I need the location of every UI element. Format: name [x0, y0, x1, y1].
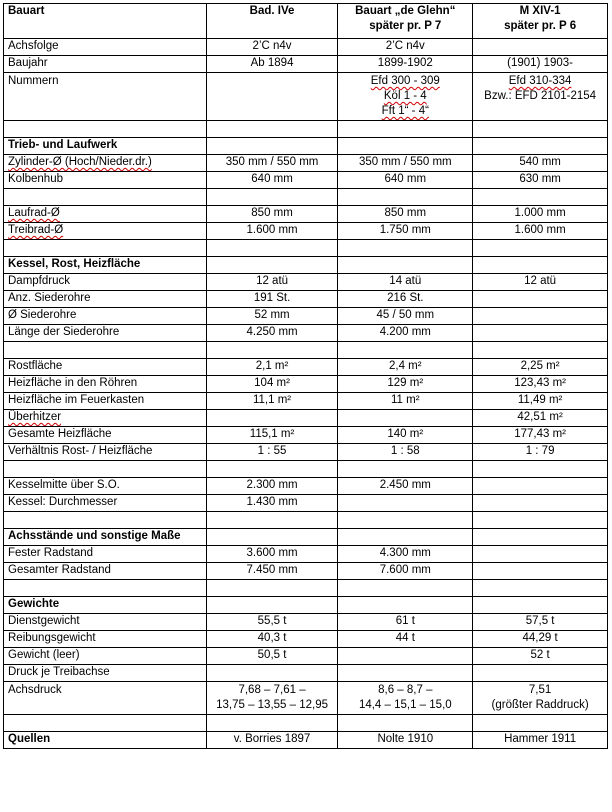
value-cell: [338, 206, 473, 223]
value-cell: [206, 155, 338, 172]
row-label: Fester Radstand: [4, 546, 207, 563]
table-row: [4, 665, 608, 682]
value-line: 55,5 t: [257, 615, 287, 627]
row-label: Nummern: [4, 73, 207, 121]
value-cell: [206, 56, 338, 73]
value-line: 177,43 m²: [514, 428, 566, 440]
row-label: Gewicht (leer): [4, 648, 207, 665]
value-cell: [206, 732, 338, 749]
value-cell: [338, 648, 473, 665]
empty-cell: [338, 461, 473, 478]
empty-cell: [338, 512, 473, 529]
value-cell: [473, 56, 608, 73]
empty-cell: [4, 342, 207, 359]
value-line: 640 mm: [251, 173, 293, 185]
value-line: 104 m²: [254, 377, 290, 389]
value-line: 1 : 55: [257, 445, 287, 457]
empty-cell: [4, 461, 207, 478]
empty-cell: [4, 715, 207, 732]
header-row: [4, 4, 608, 39]
value-cell: [206, 308, 338, 325]
empty-cell: [338, 715, 473, 732]
row-label: Zylinder-Ø (Hoch/Nieder.dr.): [4, 155, 207, 172]
row-label: Rostfläche: [4, 359, 207, 376]
table-row: [4, 376, 608, 393]
row-label: Dampfdruck: [4, 274, 207, 291]
row-label: Verhältnis Rost- / Heizfläche: [4, 444, 207, 461]
row-label: Baujahr: [4, 56, 207, 73]
header-column-cell: [338, 4, 473, 39]
table-row: [4, 478, 608, 495]
value-line: 4.250 mm: [246, 326, 298, 338]
value-cell: [206, 325, 338, 342]
header-column-title: Bad. IVe: [249, 5, 295, 17]
value-cell: [338, 614, 473, 631]
value-line: 630 mm: [519, 173, 561, 185]
row-label: Gesamte Heizfläche: [4, 427, 207, 444]
value-line: 1899-1902: [377, 57, 433, 69]
value-line: 14,4 – 15,1 – 15,0: [358, 699, 452, 711]
value-line: 123,43 m²: [514, 377, 566, 389]
value-line: 4.300 mm: [379, 547, 431, 559]
empty-cell: [206, 257, 338, 274]
value-line: 40,3 t: [257, 632, 287, 644]
empty-cell: [473, 529, 608, 546]
value-line: 2,4 m²: [389, 360, 422, 372]
header-column-subtitle: später pr. P 7: [369, 20, 442, 32]
value-cell: [206, 614, 338, 631]
value-line: (1901) 1903-: [507, 57, 574, 69]
value-cell: [473, 563, 608, 580]
value-cell: [473, 308, 608, 325]
value-line: 52 mm: [254, 309, 290, 321]
empty-cell: [206, 240, 338, 257]
value-cell: [473, 546, 608, 563]
table-row: [4, 546, 608, 563]
value-line: v. Borries 1897: [233, 733, 311, 745]
value-line: 850 mm: [384, 207, 427, 219]
value-line: 8,6 – 8,7 –: [378, 684, 433, 696]
value-cell: [473, 682, 608, 715]
value-line: Efd 300 - 309: [370, 75, 440, 87]
value-cell: [338, 291, 473, 308]
empty-cell: [206, 512, 338, 529]
empty-cell: [206, 342, 338, 359]
value-line: 1.750 mm: [379, 224, 431, 236]
value-line: 2.450 mm: [379, 479, 431, 491]
value-line: 2’C n4v: [252, 40, 292, 52]
value-line: 44 t: [395, 632, 415, 644]
empty-cell: [206, 529, 338, 546]
value-cell: [338, 665, 473, 682]
value-cell: [338, 732, 473, 749]
value-line: Köl 1 - 4: [383, 90, 427, 102]
spacer-row: [4, 580, 608, 597]
value-cell: [338, 155, 473, 172]
value-cell: [206, 73, 338, 121]
value-cell: [338, 444, 473, 461]
spacer-row: [4, 715, 608, 732]
value-cell: [473, 444, 608, 461]
value-cell: [206, 359, 338, 376]
value-line: Fft 1“ - 4“: [381, 105, 429, 117]
value-cell: [206, 546, 338, 563]
value-cell: [338, 393, 473, 410]
value-cell: [473, 410, 608, 427]
empty-cell: [4, 240, 207, 257]
value-cell: [206, 172, 338, 189]
value-cell: [338, 73, 473, 121]
value-line: 1.600 mm: [246, 224, 298, 236]
value-cell: [338, 308, 473, 325]
locomotive-data-table: [3, 3, 608, 749]
empty-cell: [473, 461, 608, 478]
value-cell: [206, 393, 338, 410]
value-line: 2’C n4v: [385, 40, 425, 52]
value-cell: [206, 39, 338, 56]
value-cell: [473, 631, 608, 648]
header-column-title: Bauart „de Glehn“: [355, 5, 456, 17]
empty-cell: [206, 121, 338, 138]
table-row: [4, 682, 608, 715]
row-label: Druck je Treibachse: [4, 665, 207, 682]
value-cell: [338, 359, 473, 376]
empty-cell: [4, 189, 207, 206]
table-row: [4, 274, 608, 291]
value-cell: [473, 376, 608, 393]
table-row: [4, 648, 608, 665]
table-row: [4, 172, 608, 189]
value-cell: [338, 410, 473, 427]
row-label: Überhitzer: [4, 410, 207, 427]
value-cell: [473, 291, 608, 308]
value-cell: [338, 478, 473, 495]
value-cell: [338, 223, 473, 240]
spacer-row: [4, 512, 608, 529]
empty-cell: [206, 461, 338, 478]
header-column-subtitle: später pr. P 6: [504, 20, 577, 32]
value-cell: [338, 274, 473, 291]
value-cell: [206, 444, 338, 461]
empty-cell: [206, 580, 338, 597]
row-label: Treibrad-Ø: [4, 223, 207, 240]
value-cell: [473, 274, 608, 291]
value-cell: [473, 648, 608, 665]
value-line: 42,51 m²: [517, 411, 563, 423]
section-header-row: [4, 597, 608, 614]
empty-cell: [473, 512, 608, 529]
value-line: 350 mm / 550 mm: [225, 156, 319, 168]
value-line: 1.430 mm: [246, 496, 298, 508]
empty-cell: [338, 189, 473, 206]
value-line: Efd 310-334: [508, 75, 572, 87]
value-cell: [206, 291, 338, 308]
value-line: 7,68 – 7,61 –: [238, 684, 306, 696]
empty-cell: [473, 580, 608, 597]
value-cell: [473, 325, 608, 342]
value-line: 11,1 m²: [252, 394, 292, 406]
value-cell: [473, 665, 608, 682]
table-row: [4, 291, 608, 308]
table-row: [4, 73, 608, 121]
table-row: [4, 359, 608, 376]
row-label: Heizfläche in den Röhren: [4, 376, 207, 393]
value-line: 14 atü: [389, 275, 422, 287]
value-line: 12 atü: [256, 275, 289, 287]
value-line: 540 mm: [519, 156, 561, 168]
value-line: 44,29 t: [522, 632, 558, 644]
value-line: 13,75 – 13,55 – 12,95: [216, 699, 328, 711]
header-column-cell: [206, 4, 338, 39]
value-line: 3.600 mm: [246, 547, 298, 559]
value-line: 1.600 mm: [514, 224, 566, 236]
empty-cell: [473, 189, 608, 206]
empty-cell: [338, 580, 473, 597]
value-cell: [473, 73, 608, 121]
header-label-cell: Bauart: [4, 4, 207, 39]
value-cell: [206, 223, 338, 240]
empty-cell: [4, 580, 207, 597]
value-cell: [473, 614, 608, 631]
value-line: 7.600 mm: [379, 564, 431, 576]
empty-cell: [206, 189, 338, 206]
value-cell: [473, 478, 608, 495]
empty-cell: [338, 529, 473, 546]
empty-cell: [206, 715, 338, 732]
empty-cell: [473, 257, 608, 274]
value-cell: [338, 172, 473, 189]
value-cell: [206, 563, 338, 580]
row-label: Kolbenhub: [4, 172, 207, 189]
table-row: [4, 393, 608, 410]
spacer-row: [4, 189, 608, 206]
row-label: Ø Siederohre: [4, 308, 207, 325]
empty-cell: [206, 597, 338, 614]
header-column-title: M XIV-1: [519, 5, 561, 17]
section-title: Kessel, Rost, Heizfläche: [4, 257, 207, 274]
value-cell: [473, 206, 608, 223]
value-line: 57,5 t: [525, 615, 555, 627]
row-label: Länge der Siederohre: [4, 325, 207, 342]
sources-row: [4, 732, 608, 749]
spacer-row: [4, 121, 608, 138]
value-line: 2,1 m²: [255, 360, 289, 372]
value-cell: [473, 393, 608, 410]
value-line: 640 mm: [384, 173, 427, 185]
section-title: Achsstände und sonstige Maße: [4, 529, 207, 546]
value-line: Hammer 1911: [504, 733, 577, 745]
value-cell: [338, 427, 473, 444]
value-cell: [206, 648, 338, 665]
table-row: [4, 56, 608, 73]
value-cell: [206, 682, 338, 715]
value-cell: [206, 376, 338, 393]
table-row: [4, 427, 608, 444]
empty-cell: [338, 257, 473, 274]
value-cell: [206, 410, 338, 427]
value-cell: [338, 682, 473, 715]
value-cell: [473, 427, 608, 444]
value-cell: [338, 39, 473, 56]
value-cell: [473, 39, 608, 56]
row-label: Laufrad-Ø: [4, 206, 207, 223]
value-line: 850 mm: [251, 207, 293, 219]
section-header-row: [4, 529, 608, 546]
value-cell: [206, 665, 338, 682]
value-cell: [338, 56, 473, 73]
empty-cell: [473, 342, 608, 359]
value-line: 140 m²: [387, 428, 424, 440]
table-row: [4, 631, 608, 648]
row-label: Dienstgewicht: [4, 614, 207, 631]
value-line: 129 m²: [387, 377, 424, 389]
value-cell: [338, 563, 473, 580]
value-cell: [206, 631, 338, 648]
empty-cell: [473, 240, 608, 257]
empty-cell: [338, 342, 473, 359]
value-line: 1.000 mm: [514, 207, 566, 219]
empty-cell: [338, 597, 473, 614]
value-cell: [338, 546, 473, 563]
value-line: 12 atü: [524, 275, 557, 287]
spacer-row: [4, 240, 608, 257]
table-row: [4, 410, 608, 427]
empty-cell: [4, 512, 207, 529]
empty-cell: [473, 715, 608, 732]
table-row: [4, 155, 608, 172]
empty-cell: [473, 138, 608, 155]
value-line: 191 St.: [253, 292, 291, 304]
value-line: Ab 1894: [250, 57, 294, 69]
empty-cell: [4, 121, 207, 138]
section-title: Trieb- und Laufwerk: [4, 138, 207, 155]
table-row: [4, 39, 608, 56]
value-cell: [473, 732, 608, 749]
row-label: Gesamter Radstand: [4, 563, 207, 580]
table-row: [4, 206, 608, 223]
value-cell: [206, 495, 338, 512]
row-label: Anz. Siederohre: [4, 291, 207, 308]
table-row: [4, 444, 608, 461]
value-line: 4.200 mm: [379, 326, 431, 338]
table-row: [4, 495, 608, 512]
row-label: Heizfläche im Feuerkasten: [4, 393, 207, 410]
value-cell: [338, 325, 473, 342]
value-line: 2.300 mm: [246, 479, 298, 491]
section-header-row: [4, 138, 608, 155]
value-cell: [473, 172, 608, 189]
empty-cell: [206, 138, 338, 155]
empty-cell: [338, 240, 473, 257]
value-line: 52 t: [530, 649, 550, 661]
value-line: 7.450 mm: [246, 564, 298, 576]
row-label: Kesselmitte über S.O.: [4, 478, 207, 495]
row-label: Reibungsgewicht: [4, 631, 207, 648]
table-row: [4, 325, 608, 342]
row-label: Kessel: Durchmesser: [4, 495, 207, 512]
section-title: Gewichte: [4, 597, 207, 614]
value-line: Bzw.: EFD 2101-2154: [484, 90, 597, 102]
row-label: Quellen: [4, 732, 207, 749]
value-line: 350 mm / 550 mm: [358, 156, 452, 168]
value-cell: [338, 376, 473, 393]
value-line: 216 St.: [387, 292, 424, 304]
value-cell: [473, 359, 608, 376]
value-line: (größter Raddruck): [491, 699, 589, 711]
empty-cell: [473, 597, 608, 614]
value-cell: [338, 631, 473, 648]
value-line: 115,1 m²: [249, 428, 295, 440]
value-line: 61 t: [395, 615, 415, 627]
table-row: [4, 308, 608, 325]
value-line: 45 / 50 mm: [376, 309, 435, 321]
value-cell: [206, 427, 338, 444]
value-line: 2,25 m²: [520, 360, 560, 372]
empty-cell: [473, 121, 608, 138]
value-cell: [473, 495, 608, 512]
table-row: [4, 223, 608, 240]
header-column-cell: [473, 4, 608, 39]
value-line: 1 : 58: [390, 445, 420, 457]
value-cell: [206, 206, 338, 223]
section-header-row: [4, 257, 608, 274]
empty-cell: [338, 121, 473, 138]
value-cell: [206, 478, 338, 495]
value-cell: [338, 495, 473, 512]
spacer-row: [4, 461, 608, 478]
spacer-row: [4, 342, 608, 359]
value-line: Nolte 1910: [377, 733, 434, 745]
value-cell: [206, 274, 338, 291]
row-label: Achsdruck: [4, 682, 207, 715]
row-label: Achsfolge: [4, 39, 207, 56]
value-line: 11,49 m²: [517, 394, 563, 406]
value-line: 7,51: [528, 684, 552, 696]
table-row: [4, 614, 608, 631]
value-cell: [473, 223, 608, 240]
value-line: 1 : 79: [525, 445, 555, 457]
empty-cell: [338, 138, 473, 155]
table-row: [4, 563, 608, 580]
value-cell: [473, 155, 608, 172]
value-line: 50,5 t: [257, 649, 287, 661]
value-line: 11 m²: [391, 394, 420, 406]
table-body: [4, 4, 608, 749]
